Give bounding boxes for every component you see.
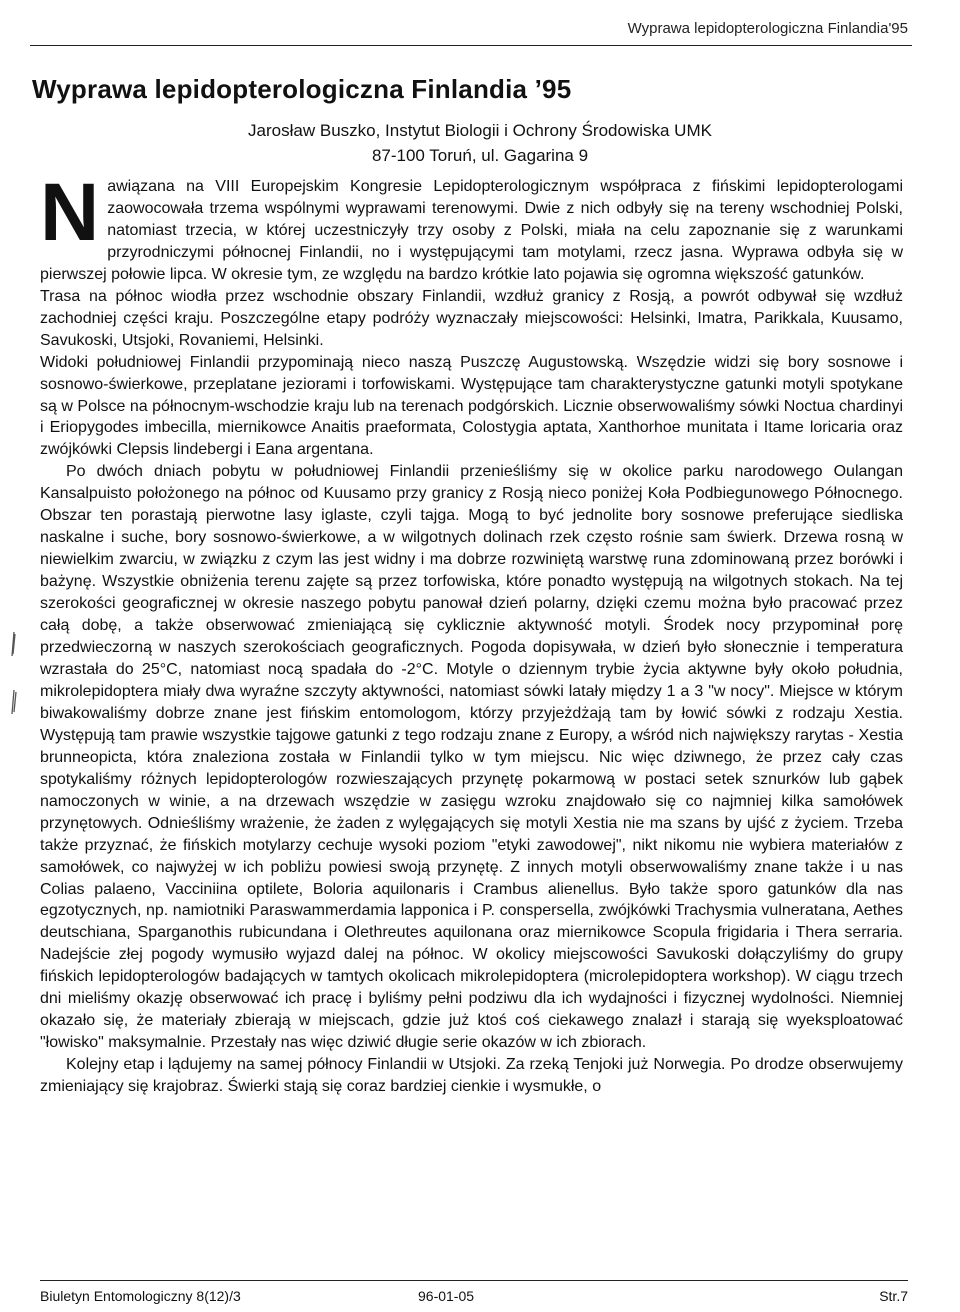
drop-cap: N — [40, 167, 100, 258]
paragraph-3: Widoki południowej Finlandii przypominają nieco naszą Puszczę Augustowską. Wszędzie widzi się bory sosnowe i sosnowo-świerkowe, przeplatane jeziorami i torfowiskami. Występujące tam charakterystyczne gatunki motyli spotykane są w Polsce na północnym-wschodzie kraju lub na terenach podgórskich. Licznie obserwowaliśmy sówki Noctua chardinyi i Eriopygodes imbecilla, miernikowce Anaitis praeformata, Colostygia aptata, Xanthorhoe munitata i Itame loricaria oraz zwójkówki Clepsis lindebergi i Eana argentana. — [40, 353, 903, 459]
paragraph-5: Kolejny etap i lądujemy na samej północy Finlandii w Utsjoki. Za rzeką Tenjoki już Norwegia. Po drodze obserwujemy zmieniający się krajobraz. Świerki stają się coraz bardziej cienkie i wysmukłe, o — [40, 1056, 903, 1096]
paragraph-2: Trasa na północ wiodła przez wschodnie obszary Finlandii, wzdłuż granicy z Rosją, a powrót odbywał się wzdłuż zachodniej części kraju. Poszczególne etapy podróży wyznaczały miejscowości: Helsinki, Imatra, Parikkala, Kuusamo, Savukoski, Utsjoki, Rovaniemi, Helsinki. — [40, 287, 903, 349]
footer-journal: Biuletyn Entomologiczny 8(12)/3 — [40, 1288, 241, 1304]
paragraph-1-text: awiązana na VIII Europejskim Kongresie Lepidopterologicznym współpraca z fińskimi lepidopterologami zaowocowała trzema wspólnymi wyprawami terenowymi. Dwie z nich odbyły się na tereny wschodniej Polski, natomiast trzecia, w której uczestniczyły trzy osoby z Polski, miała na celu zapoznanie się z warunkami przyrodniczymi północnej Finlandii, no i występującymi tam motylami, rzecz jasna. Wyprawa odbyła się w pierwszej połowie lipca. W okresie tym, ze względu na bardzo krótkie lato pojawia się ogromna większość gatunków. — [40, 178, 903, 283]
author-affiliation: Jarosław Buszko, Instytut Biologii i Ochrony Środowiska UMK — [248, 121, 712, 140]
footer-rule — [40, 1280, 908, 1281]
running-header: Wyprawa lepidopterologiczna Finlandia'95 — [627, 20, 908, 37]
article-body — [40, 167, 903, 1098]
margin-pencil-marks — [6, 628, 22, 728]
page-footer — [40, 1288, 908, 1306]
article-title: Wyprawa lepidopterologiczna Finlandia ’95 — [32, 74, 572, 104]
footer-date: 96-01-05 — [418, 1288, 475, 1304]
author-block — [0, 118, 960, 168]
paragraph-1 — [40, 167, 903, 286]
paragraph-4: Po dwóch dniach pobytu w południowej Finlandii przenieśliśmy się w okolice parku narodowego Oulangan Kansalpuisto położonego na północ od Kuusamo przy granicy z Rosją nieco poniżej Koła Podbiegunowego Północnego. Obszar ten porastają pierwotne lasy iglaste, czyli tajga. Mogą to być jednolite bory sosnowe preferujące siedliska naskalne i suche, bory sosnowo-świerkowe, a w wilgotnych dolinach rzek często rośnie sam świerk. Drzewa rosną w niewielkim zwarciu, w związku z czym las jest widny i ma dobrze rozwiniętą warstwę runa zdominowaną przez borówki i bażynę. Wszystkie obniżenia terenu zajęte są przez torfowiska, które ponadto występują na wilgotnych stokach. Na tej szerokości geograficznej w okresie naszego pobytu panował dzień polarny, dzięki czemu można było pracować przez całą dobę, a także obserwować zmieniającą się cyklicznie aktywność motyli. Środek nocy przypominał porę przedwieczorną w naszych szerokościach geograficznych. Pogoda dopisywała, w dzień było słonecznie i temperatura wzrastała do 25°C, natomiast nocą spadała do -2°C. Motyle o dziennym trybie życia aktywne były około południa, mikrolepidoptera miały dwa wyraźne szczyty aktywności, natomiast sówki latały między 1 a 3 "w nocy". Miejsce w którym biwakowaliśmy dobrze znane jest fińskim entomologom, którzy przyjeżdżają tam by łowić sówki z rodzaju Xestia. Występują tam prawie wszystkie tajgowe gatunki z tego rodzaju znane z Europy, a wśród nich największy rarytas - Xestia brunneopicta, która znaleziona została w Finlandii tylko w tym miejscu. Nic więc dziwnego, że przez cały czas spotykaliśmy różnych lepidopterologów rozwieszających przynętę pokarmową w postaci setek sznurków lub gąbek namoczonych w winie, a na drzewach wszędzie w zasięgu wzroku znajdowało się co najmniej kilka samołówek przynętowych. Odnieśliśmy wrażenie, że żaden z wylęgających się motyli Xestia nie ma szans by ujść z życiem. Trzeba także przyznać, że fińskich motylarzy cechuje wysoki poziom "etyki zawodowej", nikt nikomu nie wybiera materiałów z samołówek, co najwyżej w ich pobliżu powiesi swoją przynętę. Z innych motyli obserwowaliśmy znane także i u nas Colias palaeno, Vacciniina optilete, Boloria aquilonaris i Crambus alienellus. Było także sporo gatunków dla nas egzotycznych, np. namiotniki Paraswammerdamia lapponica i P. conspersella, zwójkówki Trachysmia vulneratana, Aethes deutschiana, Sparganothis rubicundana i Olethreutes aquilonana oraz miernikowce Scopula frigidaria i Thera serraria. Nadejście złej pogody wymusiło wyjazd dalej na północ. W okolicy miejscowości Savukoski dołączyliśmy do grupy fińskich lepidopterologów badających w tamtych okolicach mikrolepidoptera (microlepidoptera workshop). W ciągu trzech dni mieliśmy okazję obserwować ich pracę i byliśmy pełni podziwu dla ich wydajności i fizycznej wydolności. Niemniej okazało się, że materiały zbierają w miejscach, gdzie już ktoś coś ciekawego znalazł i starają się wyeksploatować "łowisko" maksymalnie. Przestały nas więc dziwić długie serie okazów w ich zbiorach. — [40, 463, 903, 1052]
footer-page-number: Str.7 — [879, 1288, 908, 1304]
header-rule — [30, 45, 912, 46]
author-address: 87-100 Toruń, ul. Gagarina 9 — [371, 146, 589, 165]
